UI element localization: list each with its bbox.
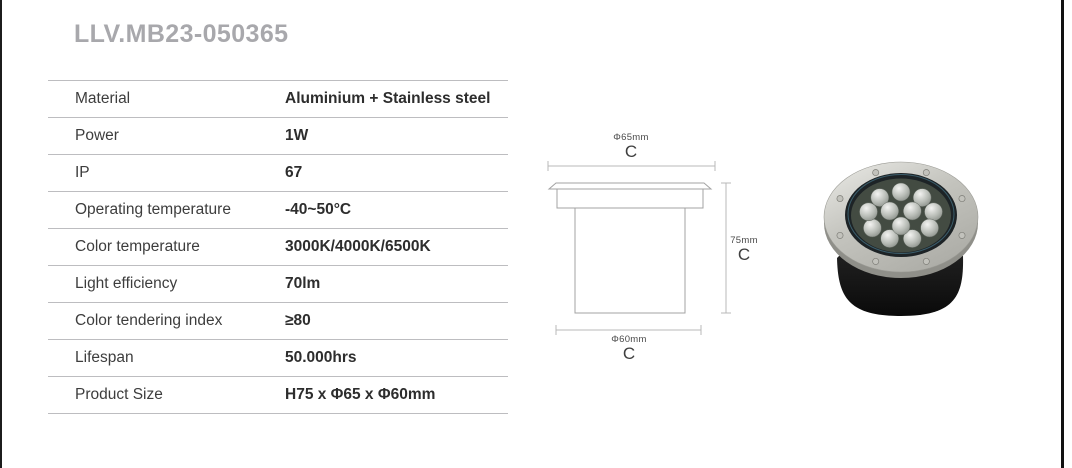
spec-label: Product Size bbox=[75, 386, 163, 403]
spec-label: IP bbox=[75, 164, 90, 181]
height-sub: C bbox=[737, 245, 751, 264]
screw-icon bbox=[959, 232, 965, 238]
spec-table-row bbox=[48, 80, 508, 117]
spec-label: Light efficiency bbox=[75, 275, 178, 292]
bottom-diameter-annotation bbox=[545, 334, 713, 362]
top-diameter-label: Φ65mm bbox=[613, 132, 649, 143]
spec-value: -40~50°C bbox=[285, 201, 352, 218]
led-dome bbox=[860, 203, 878, 221]
spec-table-row bbox=[48, 376, 508, 414]
left-border-line bbox=[0, 0, 2, 468]
screw-icon bbox=[837, 232, 843, 238]
dimension-diagram bbox=[545, 128, 780, 378]
spec-value: 70lm bbox=[285, 275, 321, 292]
spec-table-row bbox=[48, 339, 508, 376]
spec-table-row bbox=[48, 117, 508, 154]
height-label: 75mm bbox=[730, 235, 758, 246]
led-dome bbox=[903, 202, 921, 220]
spec-value: 3000K/4000K/6500K bbox=[285, 238, 431, 255]
top-dimension-line bbox=[548, 161, 715, 171]
spec-value: Aluminium + Stainless steel bbox=[285, 90, 491, 107]
spec-table bbox=[48, 80, 508, 414]
fixture-flange-lip bbox=[549, 183, 711, 189]
led-dome bbox=[881, 202, 899, 220]
bottom-diameter-label: Φ60mm bbox=[611, 334, 647, 345]
spec-table-row bbox=[48, 265, 508, 302]
fixture-body bbox=[575, 208, 685, 313]
bottom-diameter-sub: C bbox=[622, 344, 636, 363]
spec-value: 67 bbox=[285, 164, 303, 181]
screw-icon bbox=[873, 258, 879, 264]
spec-value: 1W bbox=[285, 127, 309, 144]
spec-label: Color tendering index bbox=[75, 312, 223, 329]
top-diameter-sub: C bbox=[624, 142, 638, 161]
top-diameter-annotation bbox=[545, 132, 717, 160]
led-dome bbox=[925, 203, 943, 221]
screw-icon bbox=[959, 196, 965, 202]
spec-value: 50.000hrs bbox=[285, 349, 357, 366]
spec-table-row bbox=[48, 154, 508, 191]
right-border-line bbox=[1061, 0, 1064, 468]
screw-icon bbox=[873, 170, 879, 176]
spec-table-row bbox=[48, 302, 508, 339]
spec-label: Lifespan bbox=[75, 349, 134, 366]
fixture-bezel bbox=[557, 189, 703, 208]
screw-icon bbox=[837, 196, 843, 202]
led-dome bbox=[863, 219, 881, 237]
screw-icon bbox=[923, 170, 929, 176]
led-dome bbox=[921, 219, 939, 237]
spec-label: Power bbox=[75, 127, 119, 144]
led-dome bbox=[892, 183, 910, 201]
product-photo bbox=[815, 150, 997, 328]
screw-icon bbox=[923, 258, 929, 264]
spec-label: Material bbox=[75, 90, 131, 107]
spec-value: ≥80 bbox=[285, 312, 311, 329]
height-annotation bbox=[721, 235, 767, 263]
spec-label: Color temperature bbox=[75, 238, 200, 255]
spec-table-row bbox=[48, 228, 508, 265]
product-code-title: LLV.MB23-050365 bbox=[74, 20, 289, 48]
fixture-outline bbox=[549, 183, 711, 313]
led-dome bbox=[892, 217, 910, 235]
spec-table-row bbox=[48, 191, 508, 228]
spec-label: Operating temperature bbox=[75, 201, 231, 218]
spec-value: H75 x Φ65 x Φ60mm bbox=[285, 386, 436, 403]
